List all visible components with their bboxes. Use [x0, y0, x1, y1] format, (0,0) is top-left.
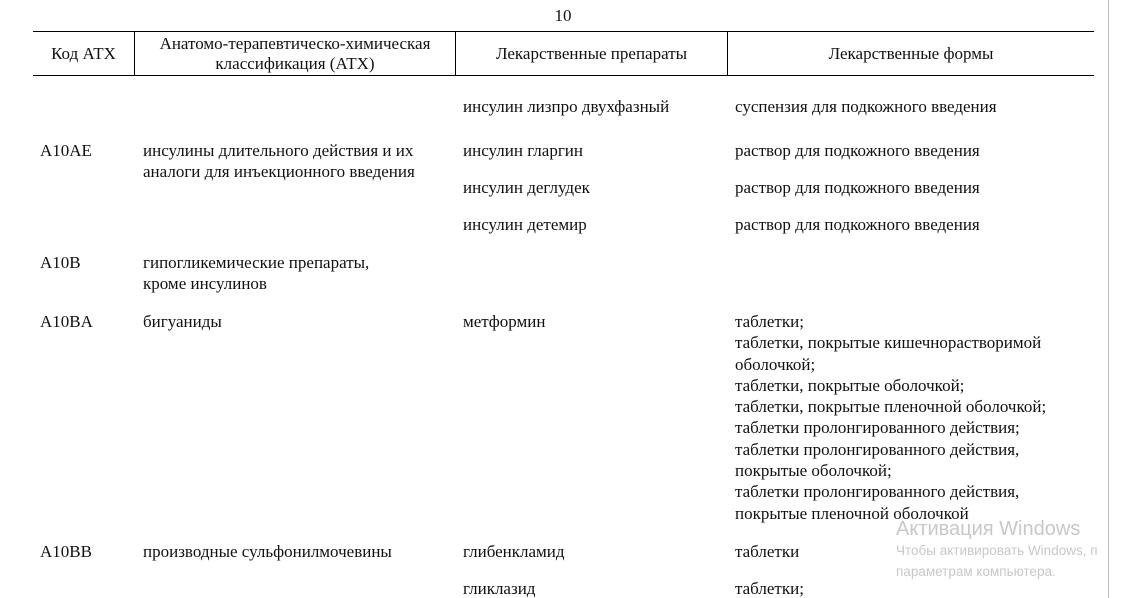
dosage-forms: раствор для подкожного введения [735, 215, 980, 234]
dosage-forms: раствор для подкожного введения [735, 141, 980, 160]
activation-watermark-title: Активация Windows [896, 518, 1081, 540]
atc-classification: производные сульфонилмочевины [143, 542, 392, 561]
drug-name: глибенкламид [463, 542, 565, 561]
activation-watermark-line: Чтобы активировать Windows, п [896, 543, 1098, 558]
atc-classification: инсулины длительного действия и их аналоги для инъекционного введения [143, 141, 415, 182]
atc-code: A10BB [40, 542, 92, 561]
atc-code: A10BA [40, 312, 93, 331]
dosage-forms: таблетки [735, 542, 800, 561]
activation-watermark-line: параметрам компьютера. [896, 564, 1056, 579]
atc-code: A10AE [40, 141, 92, 160]
drug-name: инсулин лизпро двухфазный [463, 97, 670, 116]
dosage-forms: суспензия для подкожного введения [735, 97, 997, 116]
drug-name: инсулин гларгин [463, 141, 584, 160]
drug-name: инсулин деглудек [463, 178, 590, 197]
dosage-forms: таблетки; таблетки, покрытые кишечнорастворимой оболочкой; таблетки, покрытые оболочкой; таблетки, покрытые пленочной оболочкой; таблетки пролонгированного действия; таблетки пролонгированного действия, покрытые оболочкой; таблетки пролонгированного действия, покрытые пленочной оболочкой [735, 312, 1047, 523]
header-code: Код АТХ [51, 43, 116, 63]
atc-code: A10B [40, 253, 81, 272]
header-classification: Анатомо-терапевтическо-химическая классификация (АТХ) [159, 33, 431, 73]
atc-classification: гипогликемические препараты, кроме инсулинов [143, 253, 370, 294]
drug-name: инсулин детемир [463, 215, 587, 234]
dosage-forms: раствор для подкожного введения [735, 178, 980, 197]
header-forms: Лекарственные формы [828, 43, 994, 63]
table-header [33, 31, 1094, 76]
page-number: 10 [554, 6, 572, 25]
page-edge [1108, 0, 1109, 598]
dosage-forms: таблетки; [735, 579, 804, 598]
atc-classification: бигуаниды [143, 312, 222, 331]
drug-name: метформин [463, 312, 546, 331]
drug-name: гликлазид [463, 579, 536, 598]
header-drugs: Лекарственные препараты [495, 43, 688, 63]
